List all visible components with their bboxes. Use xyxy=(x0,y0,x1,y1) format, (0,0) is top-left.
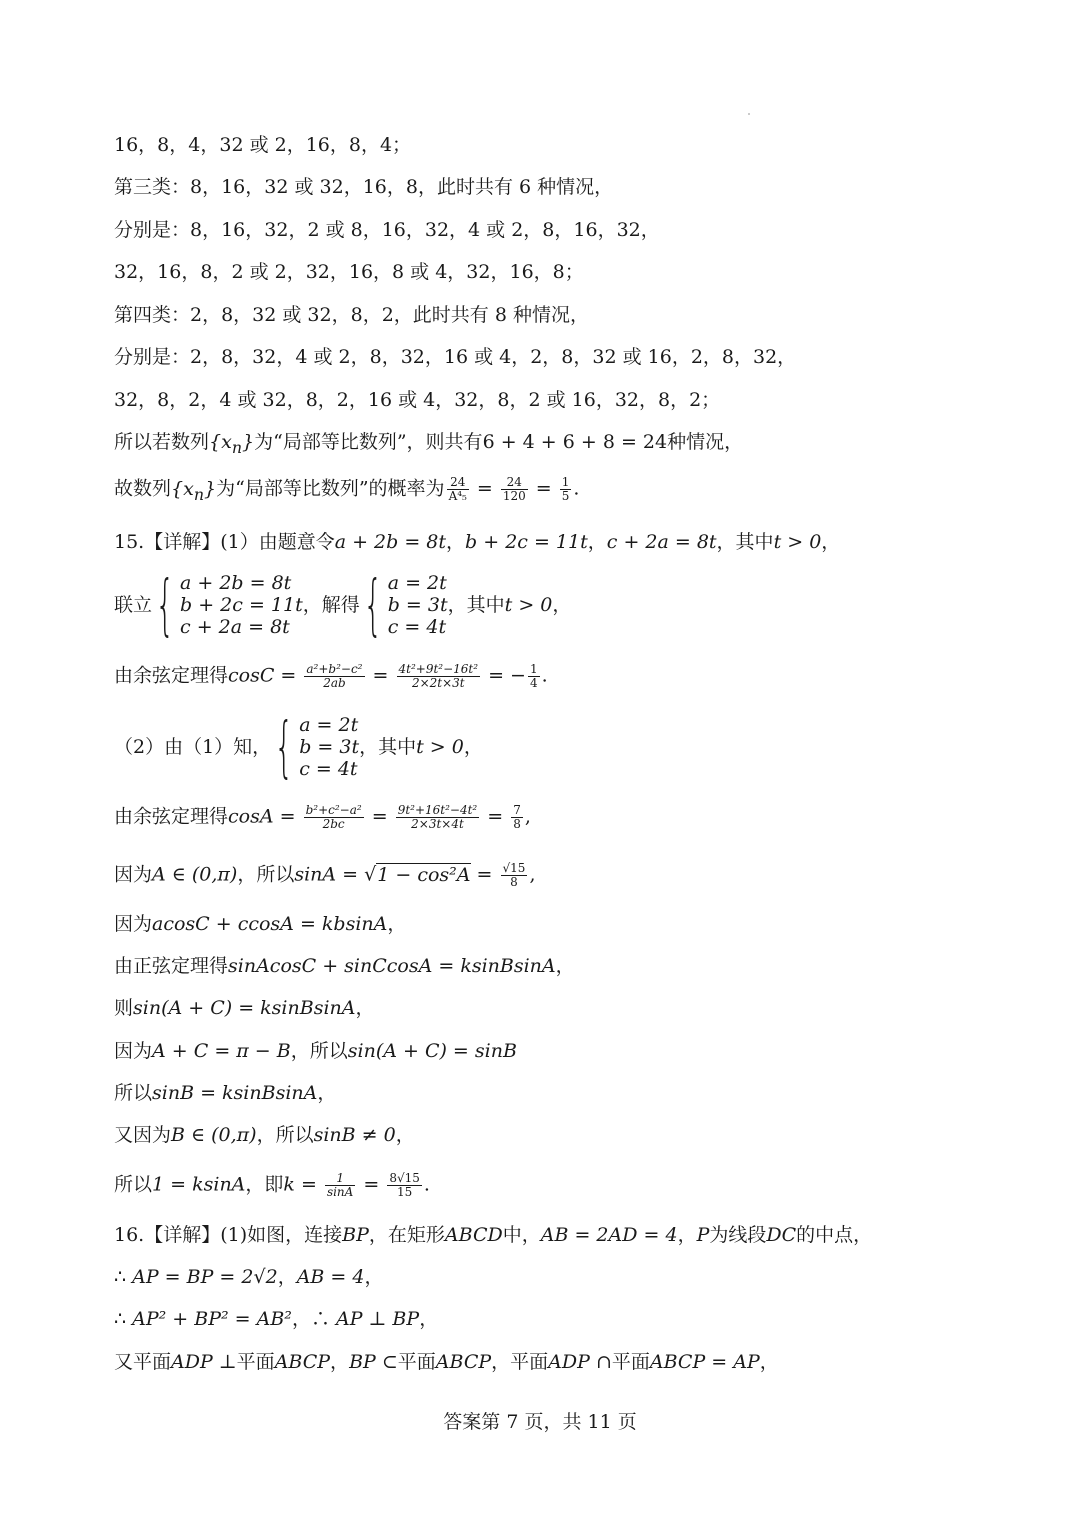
reason-line-2: 由正弦定理得sinAcosC + sinCcosA = ksinBsinA， xyxy=(114,955,575,977)
reason-line-7: 所以1 = ksinA，即k = $\frac{1}{\sin A}$ = $\frac{8√15}{15}$ . xyxy=(114,1171,430,1199)
sinA-line: 因为A ∈ (0,π)，所以sinA = √1 − cos²A = $\frac{√15}{8}$ , xyxy=(114,861,536,889)
reason-line-6: 又因为B ∈ (0,π)，所以sinB ≠ 0， xyxy=(114,1124,415,1146)
text-line-4: 32，16，8，2 或 2，32，16，8 或 4，32，16，8； xyxy=(114,261,584,283)
sequence-symbol: $\{x_n\}$ xyxy=(171,477,217,504)
q15-system-line: 联立 { a + 2b = 8t b + 2c = 11t c + 2a = 8t ，解得 { a = 2t b = 3t c = 4t ，其中t > 0， xyxy=(114,566,572,643)
text-line-2: 第三类：8，16，32 或 32，16，8，此时共有 6 种情况， xyxy=(114,176,614,198)
scan-speck xyxy=(748,113,750,115)
equation-system: { a + 2b = 8t b + 2c = 11t c + 2a = 8t xyxy=(155,566,303,643)
fraction: $\frac{\text{a²+b²−c²}}{2ab}$ xyxy=(306,662,363,690)
reason-line-3: 则sin(A + C) = ksinBsinA， xyxy=(114,997,375,1019)
text-line-6: 分别是：2，8，32，4 或 2，8，32，16 或 4，2，8，32 或 16，2，8，32， xyxy=(114,346,797,368)
q16-step-3: 又平面ADP ⊥平面ABCP，BP ⊂平面ABCP，平面ADP ∩平面ABCP = AP， xyxy=(114,1351,779,1373)
reason-line-1: 因为acosC + ccosA = kbsinA， xyxy=(114,913,407,935)
q15-heading: 15.【详解】(1）由题意令a + 2b = 8t，b + 2c = 11t，c + 2a = 8t，其中t > 0， xyxy=(114,531,841,553)
sequence-symbol: $\{x_n\}$ xyxy=(209,431,255,457)
text-line-8: 所以若数列$\{x_n\}$为“局部等比数列”，则共有6 + 4 + 6 + 8 = 24种情况， xyxy=(114,431,744,457)
reason-line-4: 因为A + C = π − B，所以sin(A + C) = sinB xyxy=(114,1040,517,1062)
text-line-3: 分别是：8，16，32，2 或 8，16，32，4 或 2，8，16，32， xyxy=(114,219,660,241)
page-footer: 答案第 7 页，共 11 页 xyxy=(443,1411,637,1433)
cosC-line: 由余弦定理得cosC = $\frac{\text{a²+b²−c²}}{2ab}$ = $\frac{\text{4t²+9t²−16t²}}{2\times 2t\times 3t}$ = − $\frac{1}{4}$ . xyxy=(114,662,548,690)
text-line-7: 32，8，2，4 或 32，8，2，16 或 4，32，8，2 或 16，32，8，2； xyxy=(114,389,721,411)
fraction: $\frac{\text{b²+c²−a²}}{2bc}$ xyxy=(305,803,362,831)
text-line-1: 16，8，4，32 或 2，16，8，4； xyxy=(114,134,412,156)
fraction: $\frac{\text{4t²+9t²−16t²}}{2\times 2t\times 3t}$ xyxy=(398,662,479,690)
fraction: $\frac{8√15}{15}$ xyxy=(389,1171,420,1199)
q16-step-2: ∴ AP² + BP² = AB²，∴ AP ⊥ BP， xyxy=(114,1308,439,1330)
fraction: $\frac{24}{\text{A⁴₅}}$ xyxy=(448,475,467,503)
reason-line-5: 所以sinB = ksinBsinA， xyxy=(114,1082,337,1104)
q15-part2-line: （2）由（1）知， { a = 2t b = 3t c = 4t ，其中t > 0， xyxy=(114,708,483,785)
q16-heading: 16.【详解】(1)如图，连接BP，在矩形ABCD中，AB = 2AD = 4，P为线段DC的中点， xyxy=(114,1224,873,1246)
fraction: $\frac{1}{5}$ xyxy=(561,475,570,503)
text-line-9: 故数列$\{x_n\}$为“局部等比数列”的概率为 $\frac{24}{\text{A⁴₅}}$ = $\frac{24}{120}$ = $\frac{1}{5}$ . xyxy=(114,475,580,504)
fraction: $\frac{√15}{8}$ xyxy=(502,861,526,889)
text-line-5: 第四类：2，8，32 或 32，8，2，此时共有 8 种情况， xyxy=(114,304,589,326)
solution-system: { a = 2t b = 3t c = 4t xyxy=(363,566,448,643)
fraction: $\frac{7}{8}$ xyxy=(513,803,521,831)
fraction: $\frac{24}{120}$ xyxy=(502,475,526,503)
fraction: $\frac{1}{4}$ xyxy=(529,662,538,690)
cosA-line: 由余弦定理得cosA = $\frac{\text{b²+c²−a²}}{2bc}$ = $\frac{\text{9t²+16t²−4t²}}{2\times 3t\times 4t}$ = $\frac{7}{8}$ , xyxy=(114,803,531,831)
fraction: $\frac{1}{\sin A}$ xyxy=(326,1171,354,1199)
fraction: $\frac{\text{9t²+16t²−4t²}}{2\times 3t\times 4t}$ xyxy=(397,803,478,831)
q16-step-1: ∴ AP = BP = 2√2，AB = 4， xyxy=(114,1266,384,1288)
solution-system: { a = 2t b = 3t c = 4t xyxy=(274,708,360,785)
